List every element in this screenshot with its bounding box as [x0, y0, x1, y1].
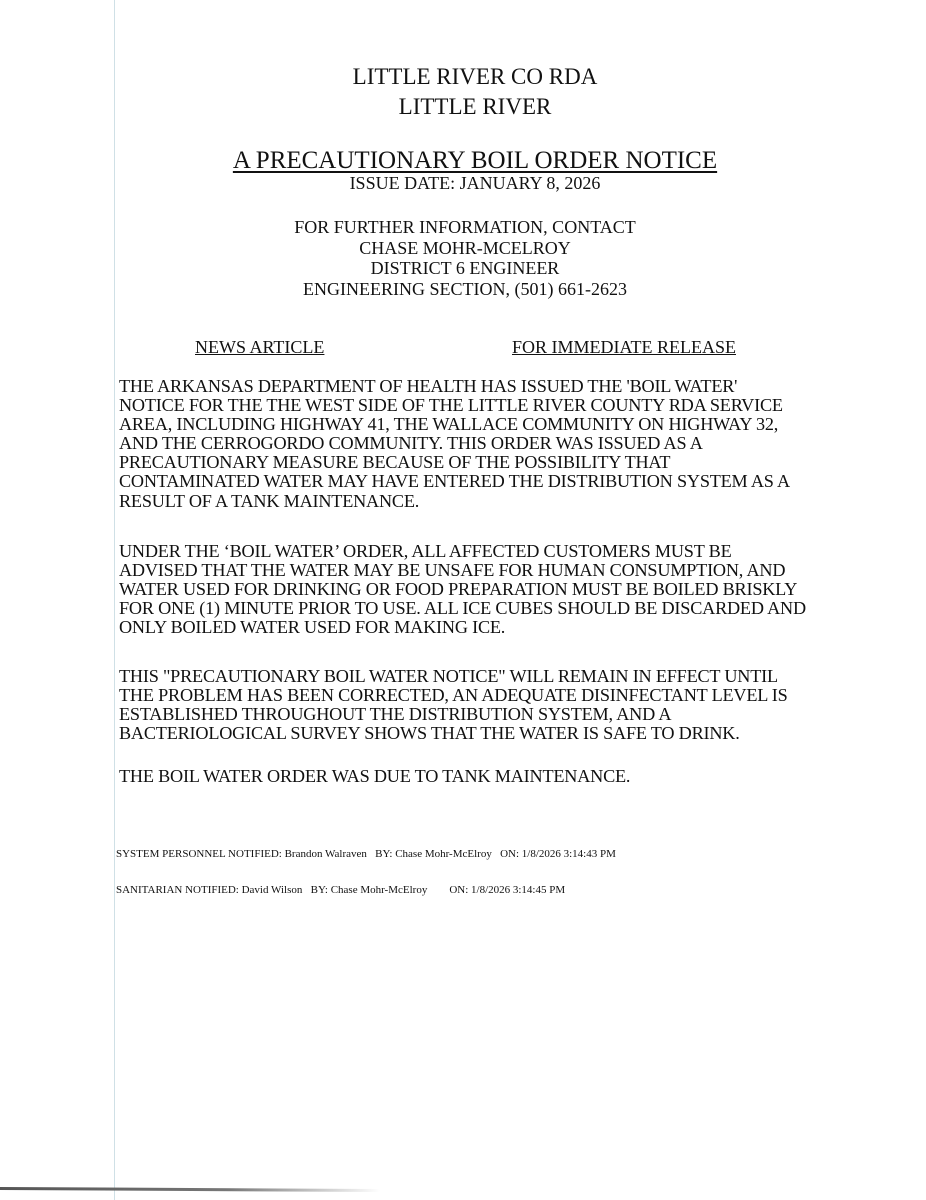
- notice-title-text: A PRECAUTIONARY BOIL ORDER NOTICE: [232, 147, 718, 174]
- scan-bottom-edge: [0, 1187, 380, 1192]
- paragraph-cause: [119, 767, 819, 786]
- issue-date: ISSUE DATE: JANUARY 8, 2026: [349, 173, 601, 193]
- text-line: RESULT OF A TANK MAINTENANCE.: [119, 490, 420, 511]
- text-line: AREA, INCLUDING HIGHWAY 41, THE WALLACE COMMUNITY ON HIGHWAY 32,: [119, 414, 779, 435]
- text-line: THIS "PRECAUTIONARY BOIL WATER NOTICE" WILL REMAIN IN EFFECT UNTIL: [119, 666, 778, 686]
- notification-log: [116, 824, 616, 908]
- sanitarian-notified: SANITARIAN NOTIFIED: David Wilson BY: Chase Mohr-McElroy ON: 1/8/2026 3:14:45 PM: [116, 884, 566, 896]
- paragraph-instructions: [119, 542, 819, 637]
- immediate-release-label: FOR IMMEDIATE RELEASE: [512, 337, 736, 357]
- contact-section-phone: ENGINEERING SECTION, (501) 661-2623: [303, 278, 627, 299]
- contact-intro: FOR FURTHER INFORMATION, CONTACT: [294, 217, 636, 237]
- text-line: THE ARKANSAS DEPARTMENT OF HEALTH HAS ISSUED THE 'BOIL WATER': [119, 376, 738, 396]
- text-line: BACTERIOLOGICAL SURVEY SHOWS THAT THE WATER IS SAFE TO DRINK.: [119, 723, 740, 744]
- text-line: ADVISED THAT THE WATER MAY BE UNSAFE FOR HUMAN CONSUMPTION, AND: [119, 560, 786, 581]
- text-line: PRECAUTIONARY MEASURE BECAUSE OF THE POSSIBILITY THAT: [119, 452, 671, 473]
- paragraph-announcement: [119, 377, 819, 511]
- text-line: AND THE CERROGORDO COMMUNITY. THIS ORDER WAS ISSUED AS A: [119, 433, 703, 454]
- text-line: WATER USED FOR DRINKING OR FOOD PREPARATION MUST BE BOILED BRISKLY: [119, 579, 798, 600]
- text-line: FOR ONE (1) MINUTE PRIOR TO USE. ALL ICE CUBES SHOULD BE DISCARDED AND: [119, 598, 806, 619]
- location-name: LITTLE RIVER: [398, 94, 552, 119]
- contact-name: CHASE MOHR-MCELROY: [359, 237, 571, 258]
- organization-name: LITTLE RIVER CO RDA: [352, 64, 598, 89]
- text-line: NOTICE FOR THE THE WEST SIDE OF THE LITTLE RIVER COUNTY RDA SERVICE: [119, 395, 783, 416]
- notice-title: [12, 147, 926, 175]
- text-line: CONTAMINATED WATER MAY HAVE ENTERED THE DISTRIBUTION SYSTEM AS A: [119, 471, 790, 492]
- text-line: ESTABLISHED THROUGHOUT THE DISTRIBUTION SYSTEM, AND A: [119, 704, 672, 725]
- text-line: ONLY BOILED WATER USED FOR MAKING ICE.: [119, 617, 506, 638]
- text-line: UNDER THE ‘BOIL WATER’ ORDER, ALL AFFECTED CUSTOMERS MUST BE: [119, 541, 732, 561]
- contact-block: [2, 217, 926, 299]
- text-line: THE PROBLEM HAS BEEN CORRECTED, AN ADEQUATE DISINFECTANT LEVEL IS: [119, 685, 788, 706]
- paragraph-duration: [119, 667, 819, 743]
- text-line: THE BOIL WATER ORDER WAS DUE TO TANK MAINTENANCE.: [119, 766, 631, 786]
- news-article-label: NEWS ARTICLE: [195, 337, 325, 357]
- contact-role: DISTRICT 6 ENGINEER: [370, 258, 560, 278]
- system-personnel-notified: SYSTEM PERSONNEL NOTIFIED: Brandon Walraven BY: Chase Mohr-McElroy ON: 1/8/2026 3:14:43 PM: [116, 848, 616, 860]
